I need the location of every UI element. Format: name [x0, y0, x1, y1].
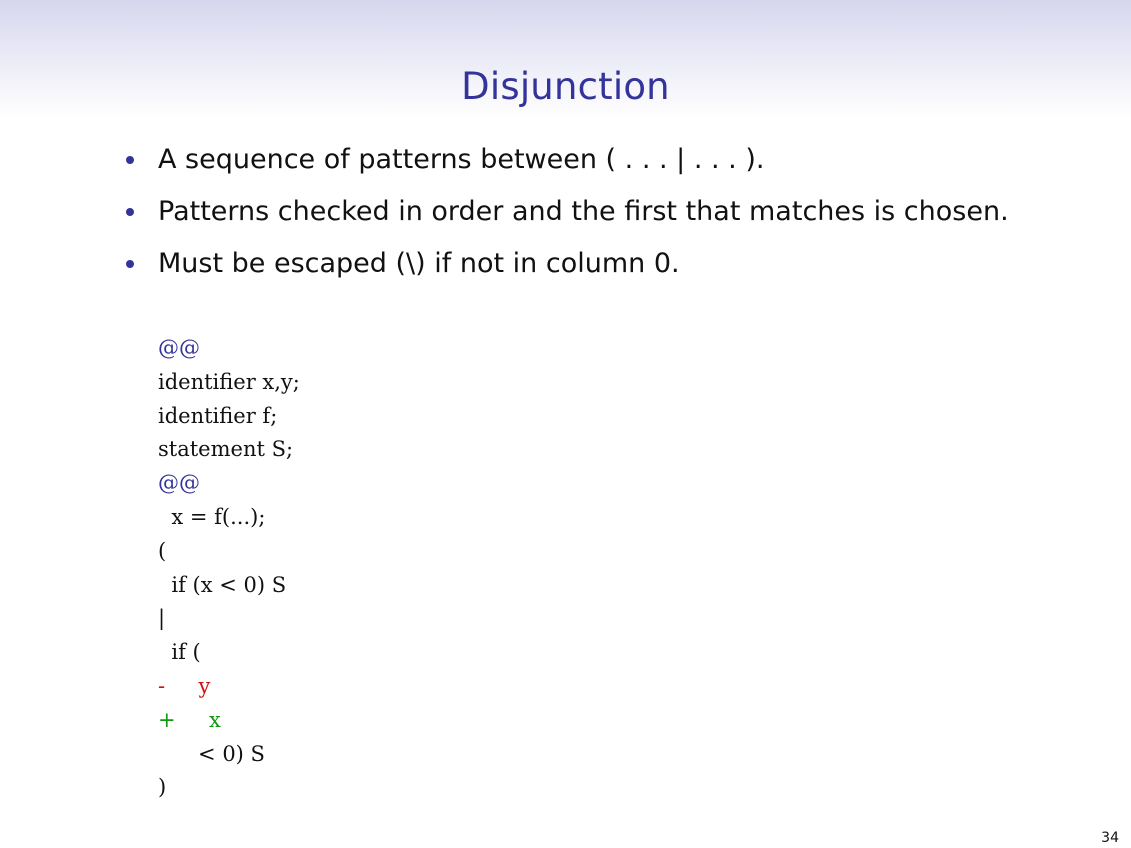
- code-line-added: + x: [158, 707, 221, 732]
- page-number: 34: [1101, 830, 1119, 846]
- code-line: ): [158, 775, 167, 800]
- code-line: statement S;: [158, 437, 294, 462]
- bullet-text: A sequence of patterns between ( . . . | . . . ).: [158, 144, 765, 175]
- bullet-dot-icon: [126, 260, 134, 268]
- code-line: x = f(...);: [158, 504, 266, 529]
- bullet-dot-icon: [126, 156, 134, 164]
- code-line: |: [158, 606, 166, 631]
- code-line: identifier f;: [158, 403, 278, 428]
- bullet-text: Patterns checked in order and the first that matches is chosen.: [158, 196, 1009, 227]
- bullet-item: [122, 140, 1009, 192]
- code-block: [158, 332, 300, 805]
- bullet-text: Must be escaped (\) if not in column 0.: [158, 248, 680, 279]
- code-line: (: [158, 538, 167, 563]
- code-line: @@: [158, 336, 200, 360]
- code-line: @@: [158, 471, 200, 496]
- code-line: if (: [158, 640, 201, 665]
- bullet-list: [122, 140, 1009, 296]
- code-line: identifier x,y;: [158, 369, 300, 394]
- bullet-dot-icon: [126, 208, 134, 216]
- bullet-item: [122, 244, 1009, 296]
- slide-title: Disjunction: [461, 65, 670, 108]
- code-line: if (x < 0) S: [158, 572, 287, 597]
- bullet-item: [122, 192, 1009, 244]
- code-line: < 0) S: [158, 741, 265, 766]
- code-line-removed: - y: [158, 673, 211, 698]
